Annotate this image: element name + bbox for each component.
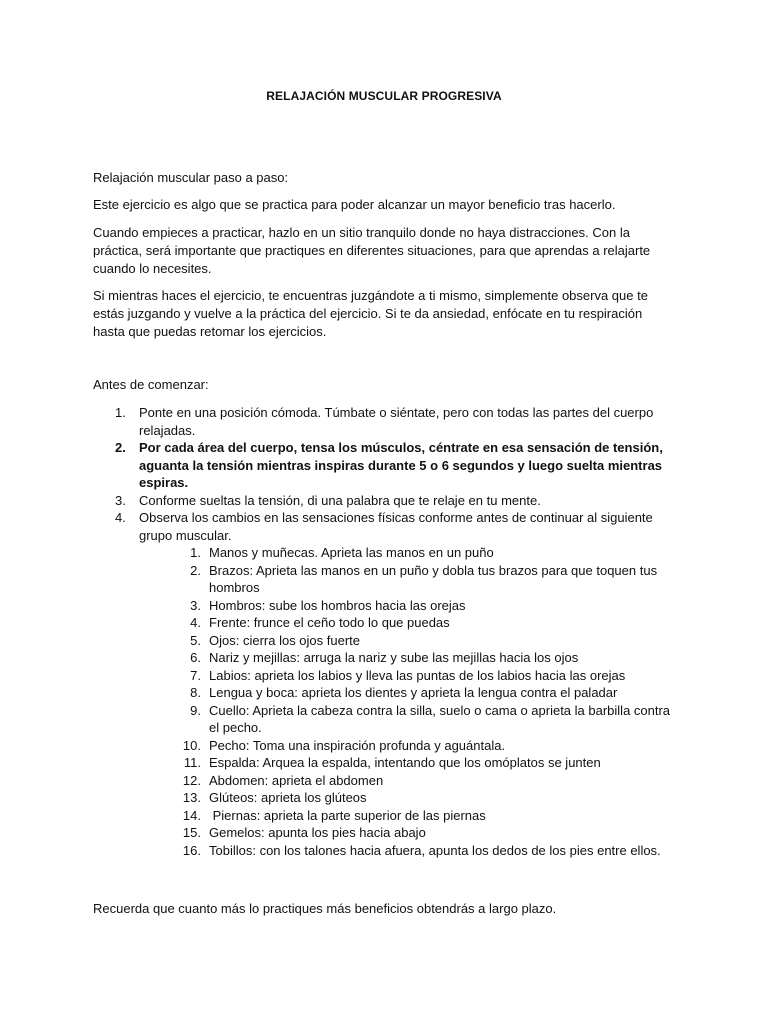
muscle-group-text: Labios: aprieta los labios y lleva las puntas de los labios hacia las orejas — [209, 667, 626, 683]
muscle-group-item — [163, 702, 683, 737]
step-number: 2. — [115, 440, 126, 455]
muscle-group-text: Tobillos: con los talones hacia afuera, apunta los dedos de los pies entre ellos. — [209, 842, 661, 858]
step-number: 3. — [115, 492, 126, 508]
muscle-group-text: Hombros: sube los hombros hacia las orejas — [209, 597, 466, 613]
muscle-group-number: 11. — [183, 755, 201, 770]
muscle-group-item — [163, 597, 683, 615]
muscle-group-text: Piernas: aprieta la parte superior de las piernas — [209, 807, 486, 823]
muscle-group-text: Lengua y boca: aprieta los dientes y aprieta la lengua contra el paladar — [209, 685, 618, 700]
intro-heading: Relajación muscular paso a paso: — [93, 170, 289, 185]
muscle-group-item — [163, 737, 683, 755]
muscle-group-item — [163, 842, 683, 860]
before-heading: Antes de comenzar: — [93, 377, 209, 392]
muscle-group-item — [163, 772, 683, 790]
muscle-group-text: Espalda: Arquea la espalda, intentando que los omóplatos se junten — [209, 755, 601, 770]
muscle-group-item — [163, 684, 683, 702]
muscle-group-text: Nariz y mejillas: arruga la nariz y sube las mejillas hacia los ojos — [209, 650, 579, 665]
muscle-group-number: 3. — [190, 597, 201, 613]
closing-paragraph: Recuerda que cuanto más lo practiques más beneficios obtendrás a largo plazo. — [93, 901, 557, 916]
muscle-group-number: 2. — [190, 562, 201, 578]
step-item — [93, 492, 673, 510]
muscle-group-item — [163, 807, 683, 825]
muscle-group-text: Ojos: cierra los ojos fuerte — [209, 632, 361, 648]
muscle-group-number: 15. — [182, 825, 201, 840]
step-number: 1. — [115, 405, 126, 420]
paragraph-1: Este ejercicio es algo que se practica para poder alcanzar un mayor beneficio tras hacerlo. — [93, 197, 616, 212]
muscle-group-text: Abdomen: aprieta el abdomen — [209, 772, 384, 788]
muscle-group-item — [163, 632, 683, 650]
paragraph-3: Si mientras haces el ejercicio, te encuentras juzgándote a ti mismo, simplemente observa que te estás juzgando y vuelve a la práctica del ejercicio. Si te da ansiedad, enfócate en tu respiración hasta que puedas retomar los ejercicios. — [93, 288, 648, 339]
muscle-group-number: 6. — [190, 650, 201, 665]
muscle-groups-list — [163, 544, 683, 859]
muscle-group-item — [163, 754, 683, 772]
muscle-group-text: Manos y muñecas. Aprieta las manos en un puño — [209, 545, 494, 560]
step-number: 4. — [115, 510, 126, 525]
muscle-group-item — [163, 667, 683, 685]
muscle-group-number: 10. — [182, 737, 201, 753]
muscle-group-text: Pecho: Toma una inspiración profunda y aguántala. — [209, 737, 506, 753]
muscle-group-number: 4. — [190, 615, 201, 630]
muscle-group-text: Frente: frunce el ceño todo lo que puedas — [209, 615, 450, 630]
muscle-group-number: 7. — [190, 667, 201, 683]
muscle-group-number: 14. — [182, 807, 201, 823]
muscle-group-text: Gemelos: apunta los pies hacia abajo — [209, 825, 426, 840]
step-item — [93, 404, 673, 439]
steps-list — [93, 404, 673, 544]
muscle-group-item — [163, 824, 683, 842]
muscle-group-item — [163, 544, 683, 562]
muscle-group-item — [163, 614, 683, 632]
muscle-group-text: Cuello: Aprieta la cabeza contra la silla, suelo o cama o aprieta la barbilla contra el pecho. — [209, 702, 671, 735]
muscle-group-number: 8. — [190, 685, 201, 700]
step-text: Conforme sueltas la tensión, di una palabra que te relaje en tu mente. — [139, 492, 541, 508]
muscle-group-text: Glúteos: aprieta los glúteos — [209, 790, 367, 805]
step-item — [93, 509, 673, 544]
muscle-group-item — [163, 562, 683, 597]
muscle-group-number: 16. — [182, 842, 201, 858]
muscle-group-number: 1. — [190, 545, 201, 560]
muscle-group-number: 12. — [182, 772, 201, 788]
paragraph-2: Cuando empieces a practicar, hazlo en un sitio tranquilo donde no haya distracciones. Con la práctica, será importante que practiques en diferentes situaciones, para que aprendas a relajarte cuando lo necesites. — [93, 225, 651, 276]
muscle-group-number: 13. — [182, 790, 201, 805]
document-title: RELAJACIÓN MUSCULAR PROGRESIVA — [266, 89, 502, 103]
muscle-group-number: 9. — [190, 702, 201, 718]
muscle-group-number: 5. — [190, 632, 201, 648]
muscle-group-item — [163, 789, 683, 807]
step-item — [93, 439, 673, 492]
step-text: Observa los cambios en las sensaciones físicas conforme antes de continuar al siguiente grupo muscular. — [139, 510, 653, 543]
step-text: Por cada área del cuerpo, tensa los músculos, céntrate en esa sensación de tensión, aguanta la tensión mientras inspiras durante 5 o 6 segundos y luego suelta mientras espiras. — [139, 440, 663, 490]
muscle-group-text: Brazos: Aprieta las manos en un puño y dobla tus brazos para que toquen tus hombros — [209, 562, 658, 595]
muscle-group-item — [163, 649, 683, 667]
step-text: Ponte en una posición cómoda. Túmbate o siéntate, pero con todas las partes del cuerpo relajadas. — [139, 405, 654, 438]
